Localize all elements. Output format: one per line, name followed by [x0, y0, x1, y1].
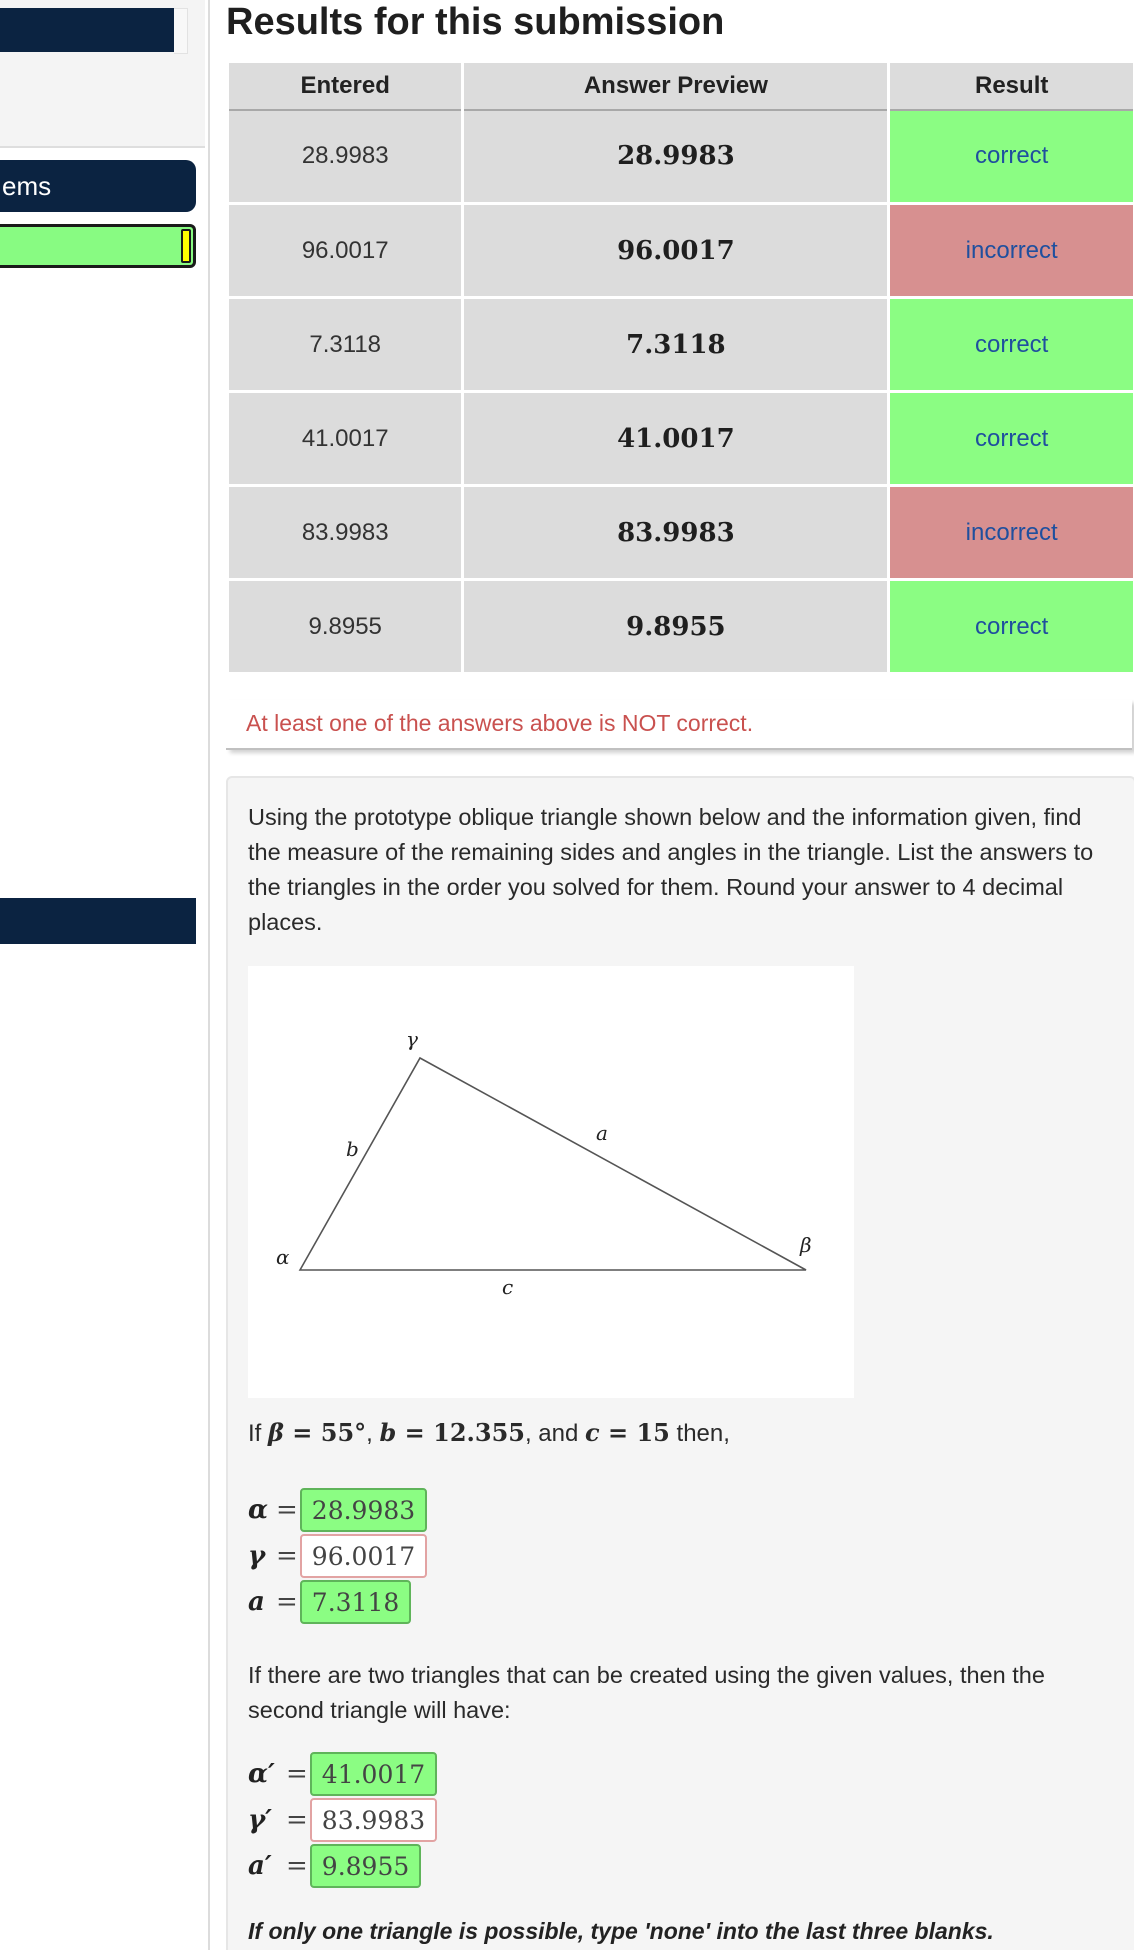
sidebar-header — [0, 0, 205, 148]
answer-row-gamma-prime — [248, 1798, 437, 1842]
entered-cell: 96.0017 — [228, 204, 463, 298]
answer-eq: = — [276, 1541, 298, 1571]
answer-eq: = — [286, 1805, 308, 1835]
preview-cell: 28.9983 — [463, 110, 889, 204]
answer-var: α — [248, 1495, 269, 1525]
answer-row-alpha-prime — [248, 1752, 437, 1796]
sidebar-nav-bar[interactable] — [0, 8, 174, 52]
progress-bar — [0, 224, 196, 268]
instruction-note: If only one triangle is possible, type 'none' into the last three blanks. — [248, 1918, 994, 1944]
table-row — [228, 204, 1134, 298]
sidebar — [0, 0, 210, 1950]
label-alpha: α — [276, 1245, 290, 1269]
header-entered: Entered — [228, 62, 463, 110]
preview-cell: 7.3118 — [463, 298, 889, 392]
problem-panel — [226, 776, 1134, 1950]
given-prefix: If — [248, 1420, 269, 1447]
sidebar-item-problems-label: ems — [2, 171, 52, 201]
given-values — [248, 1418, 730, 1448]
answer-row-a-prime — [248, 1844, 421, 1888]
result-cell: incorrect — [889, 486, 1134, 580]
preview-cell: 9.8955 — [463, 580, 889, 674]
answer-row-a — [248, 1580, 411, 1624]
answer-input-alpha[interactable]: 28.9983 — [300, 1488, 427, 1532]
triangle-shape — [300, 1058, 806, 1270]
result-cell: incorrect — [889, 204, 1134, 298]
triangle-figure — [248, 966, 854, 1398]
answer-row-gamma — [248, 1534, 427, 1578]
alert-box — [226, 700, 1132, 750]
entered-cell: 9.8955 — [228, 580, 463, 674]
given-sep1: , — [366, 1420, 380, 1447]
table-row — [228, 486, 1134, 580]
answer-var: γ — [248, 1541, 266, 1571]
answer-eq: = — [276, 1495, 298, 1525]
answer-var: a′ — [248, 1851, 272, 1881]
sidebar-nav-bar-edge — [174, 8, 188, 54]
label-gamma: γ — [406, 1027, 418, 1051]
answer-eq: = — [286, 1851, 308, 1881]
header-result: Result — [889, 62, 1134, 110]
entered-cell: 28.9983 — [228, 110, 463, 204]
header-answer-preview: Answer Preview — [463, 62, 889, 110]
entered-cell: 41.0017 — [228, 392, 463, 486]
sidebar-item-problems[interactable] — [0, 160, 196, 212]
label-c: c — [502, 1275, 514, 1299]
answer-eq: = — [276, 1587, 298, 1617]
answer-input-alpha-prime[interactable]: 41.0017 — [310, 1752, 437, 1796]
problem-statement: Using the prototype oblique triangle shown below and the information given, find the measure of the remaining sides and angles in the triangle. List the answers to the triangles in the order you solved for them. Round your answer to 4 decimal places. — [248, 804, 1094, 935]
entered-cell: 83.9983 — [228, 486, 463, 580]
answer-input-a-prime[interactable]: 9.8955 — [310, 1844, 421, 1888]
progress-bar-cap — [181, 229, 191, 263]
answer-var: α′ — [248, 1759, 275, 1789]
table-row — [228, 392, 1134, 486]
preview-cell: 83.9983 — [463, 486, 889, 580]
result-cell: correct — [889, 580, 1134, 674]
table-row — [228, 298, 1134, 392]
label-b: b — [346, 1137, 359, 1161]
label-a: a — [596, 1121, 608, 1145]
answer-input-gamma-prime[interactable]: 83.9983 — [310, 1798, 437, 1842]
result-cell: correct — [889, 110, 1134, 204]
table-row — [228, 110, 1134, 204]
preview-cell: 96.0017 — [463, 204, 889, 298]
result-cell: correct — [889, 298, 1134, 392]
results-title: Results for this submission — [226, 1, 725, 43]
alert-message: At least one of the answers above is NOT correct. — [246, 710, 754, 736]
answer-input-gamma[interactable]: 96.0017 — [300, 1534, 427, 1578]
entered-cell: 7.3118 — [228, 298, 463, 392]
second-triangle-text: If there are two triangles that can be created using the given values, then the second triangle will have: — [248, 1662, 1045, 1723]
results-header-row — [228, 62, 1134, 110]
sidebar-section-bar[interactable] — [0, 898, 196, 944]
result-cell: correct — [889, 392, 1134, 486]
given-suffix: then, — [669, 1420, 730, 1447]
given-c-symbol: c — [585, 1418, 600, 1447]
given-b-value: = 12.355 — [396, 1418, 525, 1447]
label-beta: β — [800, 1233, 812, 1257]
preview-cell: 41.0017 — [463, 392, 889, 486]
answer-input-a[interactable]: 7.3118 — [300, 1580, 411, 1624]
triangle-diagram — [248, 966, 854, 1398]
answer-row-alpha — [248, 1488, 427, 1532]
answer-eq: = — [286, 1759, 308, 1789]
results-table — [226, 60, 1134, 675]
given-beta-symbol: β — [268, 1418, 284, 1447]
table-row — [228, 580, 1134, 674]
given-beta-value: = 55° — [283, 1418, 367, 1447]
answer-var: γ′ — [248, 1805, 273, 1835]
answer-var: a — [248, 1587, 265, 1617]
given-c-value: = 15 — [599, 1418, 670, 1447]
given-sep2: , and — [524, 1420, 586, 1447]
given-b-symbol: b — [379, 1418, 397, 1447]
